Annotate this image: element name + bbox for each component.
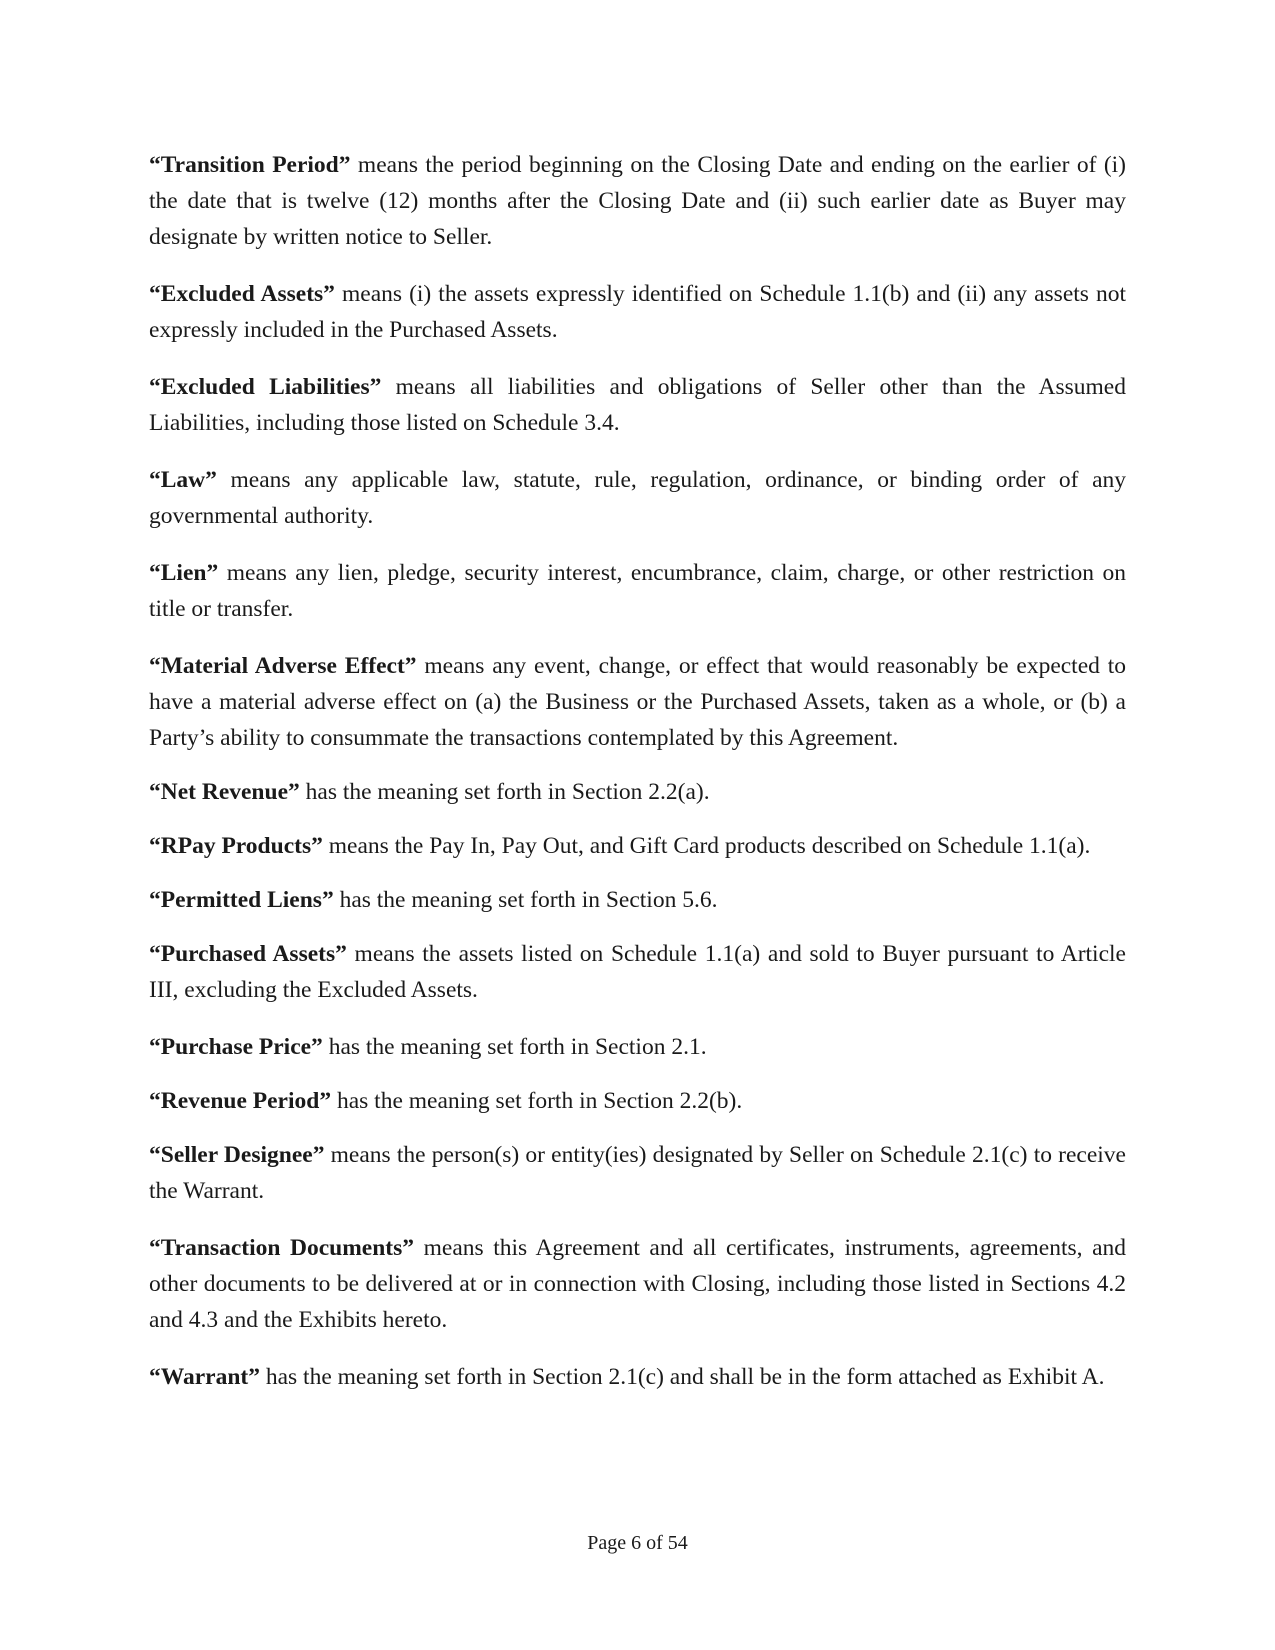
- definition-text: means all liabilities and obligations of Seller other than the Assumed Liabilities, including those listed on Schedule 3.4.: [149, 374, 1126, 436]
- definition-revenue-period: [149, 1083, 1126, 1119]
- defined-term: “Seller Designee”: [149, 1142, 325, 1168]
- defined-term: “Revenue Period”: [149, 1088, 332, 1114]
- page-number-footer: Page 6 of 54: [587, 1532, 688, 1554]
- definition-text: means any applicable law, statute, rule, regulation, ordinance, or binding order of any governmental authority.: [149, 467, 1126, 529]
- definition-lien: [149, 555, 1126, 627]
- defined-term: “Net Revenue”: [149, 779, 300, 805]
- definition-permitted-liens: [149, 882, 1126, 918]
- definition-text: means the period beginning on the Closing Date and ending on the earlier of (i) the date that is twelve (12) months after the Closing Date and (ii) such earlier date as Buyer may designate by written notice to Seller.: [149, 152, 1127, 250]
- definition-text: has the meaning set forth in Section 2.1.: [322, 1034, 707, 1060]
- definition-rpay-products: [149, 828, 1126, 864]
- defined-term: “Material Adverse Effect”: [149, 653, 417, 679]
- definition-seller-designee: [149, 1137, 1126, 1209]
- defined-term: “Excluded Assets”: [149, 281, 335, 307]
- defined-term: “Purchased Assets”: [149, 941, 347, 967]
- definition-text: means any lien, pledge, security interest, encumbrance, claim, charge, or other restriction on title or transfer.: [149, 560, 1126, 622]
- definition-excluded-assets: [149, 276, 1126, 348]
- definition-net-revenue: [149, 774, 1126, 810]
- defined-term: “Transition Period”: [149, 152, 351, 178]
- definition-text: means this Agreement and all certificates, instruments, agreements, and other documents to be delivered at or in connection with Closing, including those listed in Sections 4.2 and 4.3 and the Exhibits hereto.: [149, 1235, 1126, 1333]
- definition-text: means the assets listed on Schedule 1.1(a) and sold to Buyer pursuant to Article III, excluding the Excluded Assets.: [149, 941, 1126, 1003]
- definition-law: [149, 462, 1126, 534]
- definition-text: has the meaning set forth in Section 2.2(a).: [299, 779, 710, 805]
- defined-term: “Permitted Liens”: [149, 887, 334, 913]
- defined-term: “Warrant”: [149, 1364, 260, 1390]
- definition-text: means the person(s) or entity(ies) designated by Seller on Schedule 2.1(c) to receive the Warrant.: [149, 1142, 1126, 1204]
- defined-term: “Excluded Liabilities”: [149, 374, 382, 400]
- definition-purchased-assets: [149, 936, 1126, 1008]
- definition-text: means the Pay In, Pay Out, and Gift Card products described on Schedule 1.1(a).: [322, 833, 1091, 859]
- definition-text: has the meaning set forth in Section 2.1(c) and shall be in the form attached as Exhibit A.: [259, 1364, 1105, 1390]
- defined-term: “Purchase Price”: [149, 1034, 323, 1060]
- defined-term: “Transaction Documents”: [149, 1235, 415, 1261]
- document-page: [149, 147, 1126, 1416]
- definition-transaction-documents: [149, 1230, 1126, 1338]
- defined-term: “Lien”: [149, 560, 219, 586]
- defined-term: “Law”: [149, 467, 217, 493]
- definition-purchase-price: [149, 1029, 1126, 1065]
- definition-excluded-liabilities: [149, 369, 1126, 441]
- definition-material-adverse-effect: [149, 648, 1126, 756]
- definition-text: has the meaning set forth in Section 5.6.: [333, 887, 718, 913]
- definition-text: means (i) the assets expressly identified on Schedule 1.1(b) and (ii) any assets not expressly included in the Purchased Assets.: [149, 281, 1126, 343]
- definition-warrant: [149, 1359, 1126, 1395]
- definition-transition-period: [149, 147, 1126, 255]
- defined-term: “RPay Products”: [149, 833, 323, 859]
- definition-text: has the meaning set forth in Section 2.2(b).: [331, 1088, 743, 1114]
- definition-text: means any event, change, or effect that would reasonably be expected to have a material adverse effect on (a) the Business or the Purchased Assets, taken as a whole, or (b) a Party’s ability to consummate the transactions contemplated by this Agreement.: [149, 653, 1126, 751]
